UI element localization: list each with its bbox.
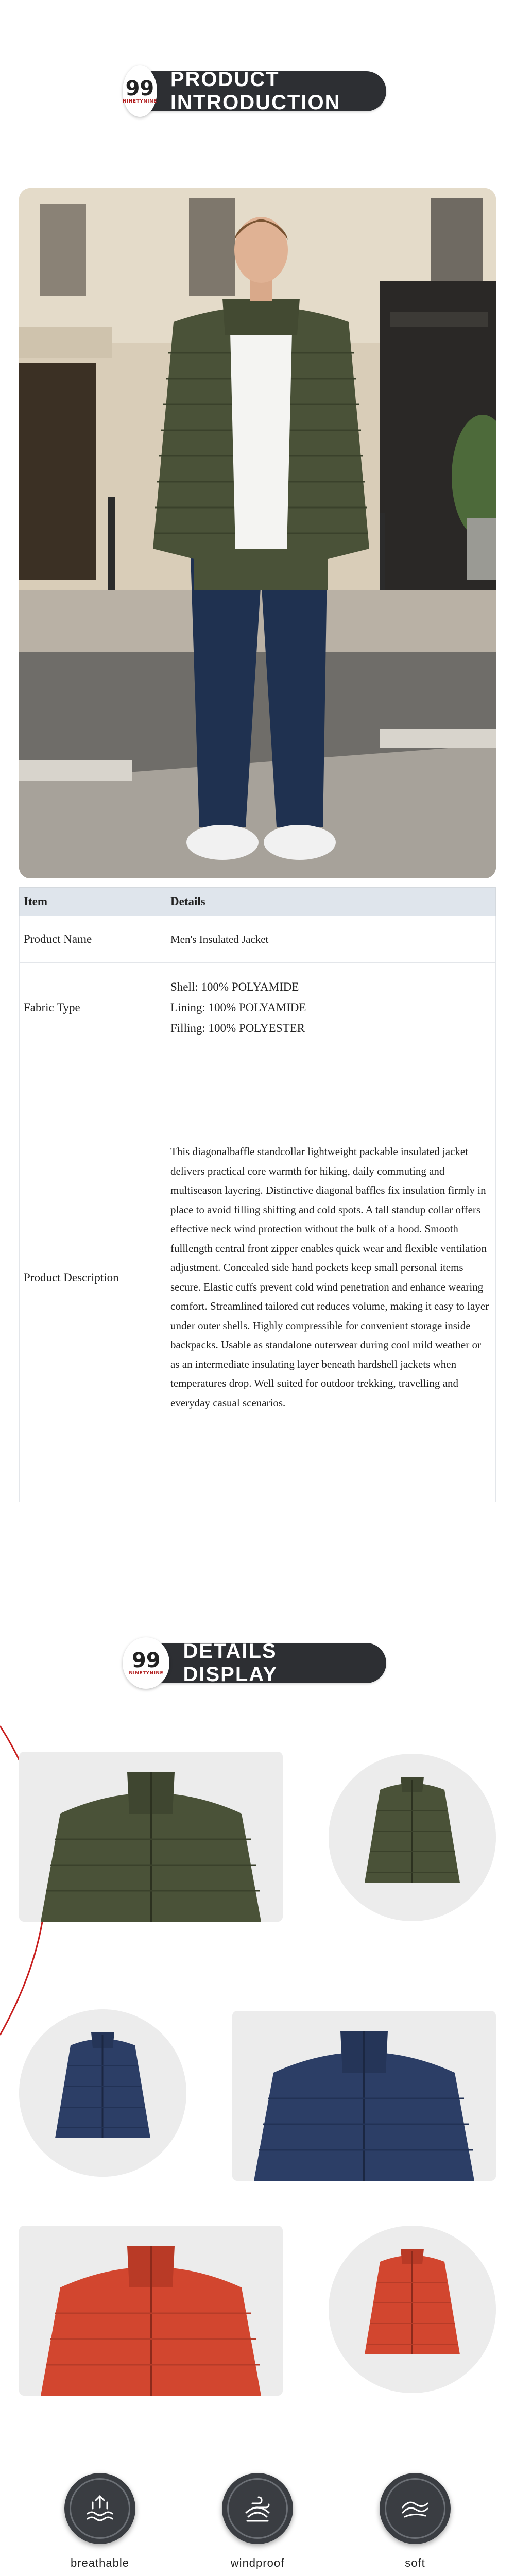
detail-olive-jacket-full <box>329 1754 496 1921</box>
fabric-lining: Lining: 100% POLYAMIDE <box>170 1001 306 1014</box>
product-introduction-banner <box>123 68 386 114</box>
fabric-shell: Shell: 100% POLYAMIDE <box>170 980 299 993</box>
hero-model-photo <box>19 188 496 878</box>
row-label-description: Product Description <box>20 1053 166 1502</box>
logo-number: 99 <box>125 77 154 100</box>
row-value-fabric-type <box>166 963 496 1053</box>
table-row <box>20 963 496 1053</box>
row-label-product-name: Product Name <box>20 916 166 963</box>
windproof-icon <box>241 2492 274 2525</box>
detail-olive-jacket-closeup <box>19 1752 283 1922</box>
breathable-icon <box>83 2492 116 2525</box>
table-header-item: Item <box>20 888 166 916</box>
soft-icon <box>399 2492 432 2525</box>
feature-label: soft <box>405 2556 425 2569</box>
row-value-product-name: Men's Insulated Jacket <box>166 916 496 963</box>
table-header-details: Details <box>166 888 496 916</box>
table-header-row <box>20 888 496 916</box>
section-title-intro: PRODUCT INTRODUCTION <box>170 68 341 114</box>
brand-logo <box>123 65 157 117</box>
table-row <box>20 916 496 963</box>
detail-red-jacket-closeup <box>19 2226 283 2396</box>
section-title-details: DETAILS DISPLAY <box>183 1640 278 1686</box>
row-label-fabric-type: Fabric Type <box>20 963 166 1053</box>
fabric-filling: Filling: 100% POLYESTER <box>170 1022 305 1035</box>
logo-brand: NINETYNINE <box>129 1671 164 1676</box>
feature-label: windproof <box>230 2556 285 2569</box>
detail-navy-jacket-closeup <box>232 2011 496 2181</box>
product-spec-table <box>19 887 496 1502</box>
detail-red-jacket-full <box>329 2226 496 2393</box>
brand-logo <box>123 1637 169 1689</box>
feature-breathable <box>43 2473 157 2570</box>
row-value-description: This diagonalbaffle standcollar lightweight packable insulated jacket delivers practical core warmth for hiking, daily commuting and multiseason layering. Distinctive diagonal baffles fix insulation firmly in place to avoid filling shifting and cold spots. A tall standup collar offers effective neck wind protection without the bulk of a hood. Smooth fulllength central front zipper enables quick wear and flexible ventilation adjustment. Concealed side hand pockets keep small personal items secure. Elastic cuffs prevent cold wind penetration and enhance wearing comfort. Streamlined tailored cut reduces volume, making it easy to layer under outer shells. Highly compressible for convenient storage inside backpacks. Usable as standalone outerwear during cool mild weather or as an intermediate insulating layer beneath hardshell jackets when temperatures drop. Well suited for outdoor trekking, travelling and everyday casual scenarios. <box>166 1053 496 1502</box>
logo-number: 99 <box>131 1649 161 1672</box>
details-display-banner <box>129 1640 386 1686</box>
feature-windproof <box>201 2473 314 2570</box>
feature-label: breathable <box>71 2556 129 2569</box>
feature-soft <box>358 2473 472 2570</box>
detail-navy-jacket-full <box>19 2009 186 2177</box>
logo-brand: NINETYNINE <box>123 99 157 104</box>
table-row <box>20 1053 496 1502</box>
